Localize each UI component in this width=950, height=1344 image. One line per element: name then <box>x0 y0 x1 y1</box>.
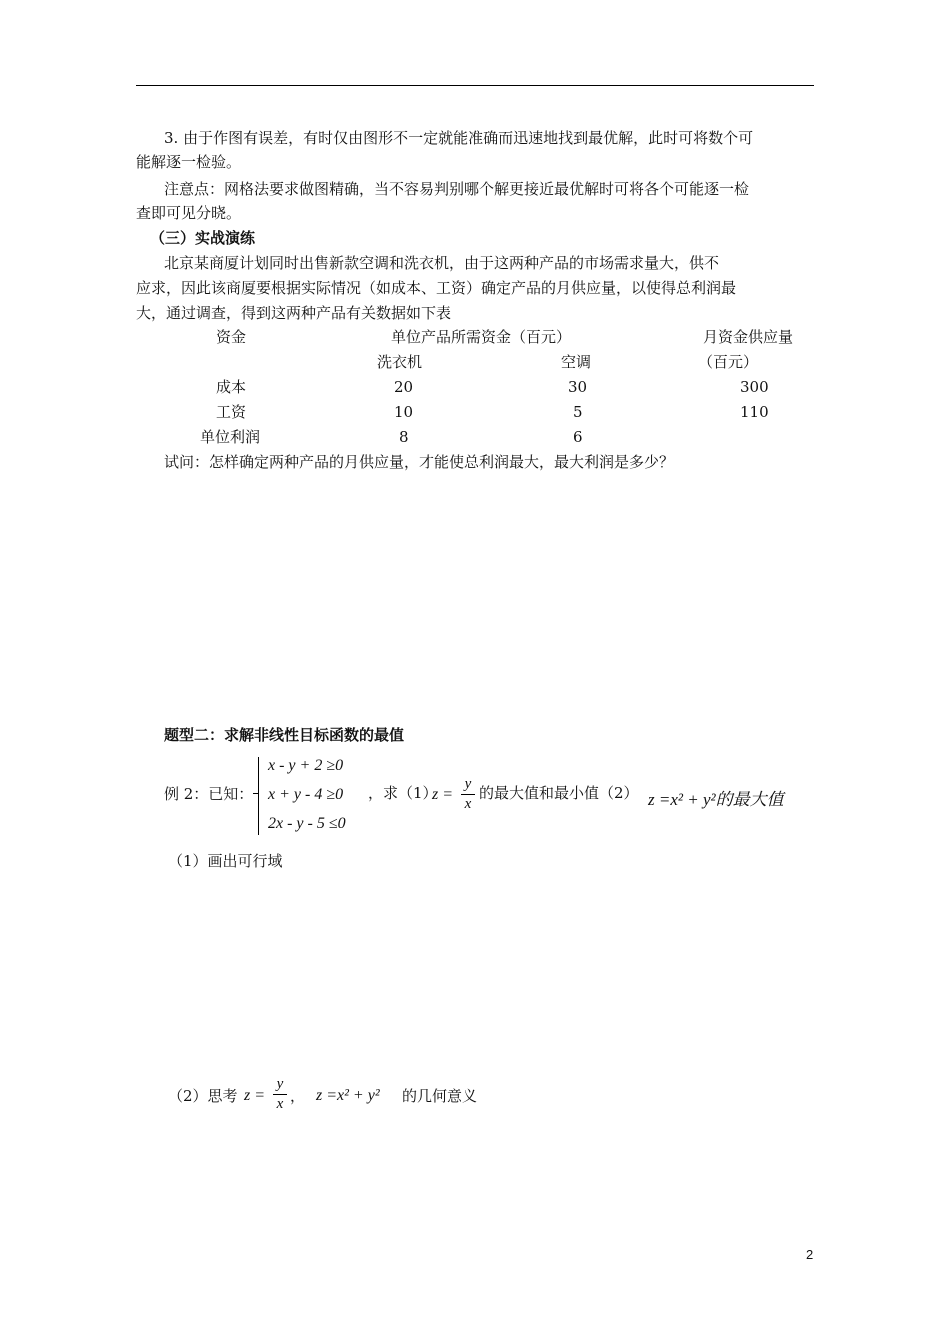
z-equals: z = <box>432 786 454 803</box>
table-header-supply-unit: （百元） <box>698 353 759 371</box>
table-row-label: 单位利润 <box>200 428 261 446</box>
table-cell: 300 <box>740 378 769 396</box>
step-2-fraction <box>273 1076 287 1113</box>
problem-line1: 北京某商厦计划同时出售新款空调和洗衣机，由于这两种产品的市场需求量大，供不 <box>164 254 720 272</box>
fraction-y-over-x <box>461 776 475 813</box>
fraction-denominator: x <box>276 1096 284 1112</box>
fraction-numerator: y <box>464 776 472 792</box>
table-cell: 5 <box>573 403 583 421</box>
ask-1-tail: 的最大值和最小值（2） <box>479 784 639 802</box>
table-row-label: 工资 <box>216 403 247 421</box>
constraint-1: x - y + 2 ≥0 <box>268 757 344 774</box>
step-2-prefix: （2）思考 <box>168 1087 238 1105</box>
step-1: （1）画出可行域 <box>168 852 283 870</box>
step-2-z-squared: z =x² + y² <box>316 1087 380 1104</box>
ask-1: ，求（1） <box>368 784 438 802</box>
table-header-ac: 空调 <box>561 353 592 371</box>
step-2-tail: 的几何意义 <box>402 1087 478 1105</box>
table-header-washer: 洗衣机 <box>377 353 423 371</box>
note-line1: 注意点：网格法要求做图精确，当不容易判别哪个解更接近最优解时可将各个可能逐一检 <box>164 180 750 198</box>
header-rule <box>136 85 814 86</box>
table-header-supply: 月资金供应量 <box>703 328 794 346</box>
problem-line2: 应求，因此该商厦要根据实际情况（如成本、工资）确定产品的月供应量，以使得总利润最 <box>136 279 737 297</box>
table-row-label: 成本 <box>216 378 247 396</box>
para3-line2: 能解逐一检验。 <box>136 153 242 171</box>
constraint-3: 2x - y - 5 ≤0 <box>268 815 346 832</box>
page-number: 2 <box>806 1247 814 1262</box>
z-squared-expression: z =x² + y²的最大值 <box>648 790 784 809</box>
table-cell: 30 <box>568 378 588 396</box>
step-2-z-equals: z = <box>244 1087 266 1104</box>
fraction-denominator: x <box>464 796 472 812</box>
table-cell: 8 <box>399 428 409 446</box>
fraction-numerator: y <box>276 1076 284 1092</box>
example-2-prefix: 例 2：已知： <box>164 785 254 803</box>
table-cell: 6 <box>573 428 583 446</box>
table-cell: 110 <box>740 403 769 421</box>
type2-title: 题型二：求解非线性目标函数的最值 <box>164 726 405 744</box>
note-line2: 查即可见分晓。 <box>136 204 242 222</box>
table-cell: 20 <box>394 378 414 396</box>
section3-title: （三）实战演练 <box>150 229 256 247</box>
step-2-separator: ， <box>290 1087 306 1105</box>
table-header-unit-need: 单位产品所需资金（百元） <box>391 328 572 346</box>
para3-line1: 3. 由于作图有误差，有时仅由图形不一定就能准确而迅速地找到最优解，此时可将数个可 <box>164 129 754 147</box>
question: 试问：怎样确定两种产品的月供应量，才能使总利润最大，最大利润是多少？ <box>164 453 675 471</box>
problem-line3: 大，通过调查，得到这两种产品有关数据如下表 <box>136 304 452 322</box>
table-header-capital: 资金 <box>216 328 247 346</box>
table-cell: 10 <box>394 403 414 421</box>
constraint-2: x + y - 4 ≥0 <box>268 786 344 803</box>
constraint-brace <box>258 757 265 835</box>
